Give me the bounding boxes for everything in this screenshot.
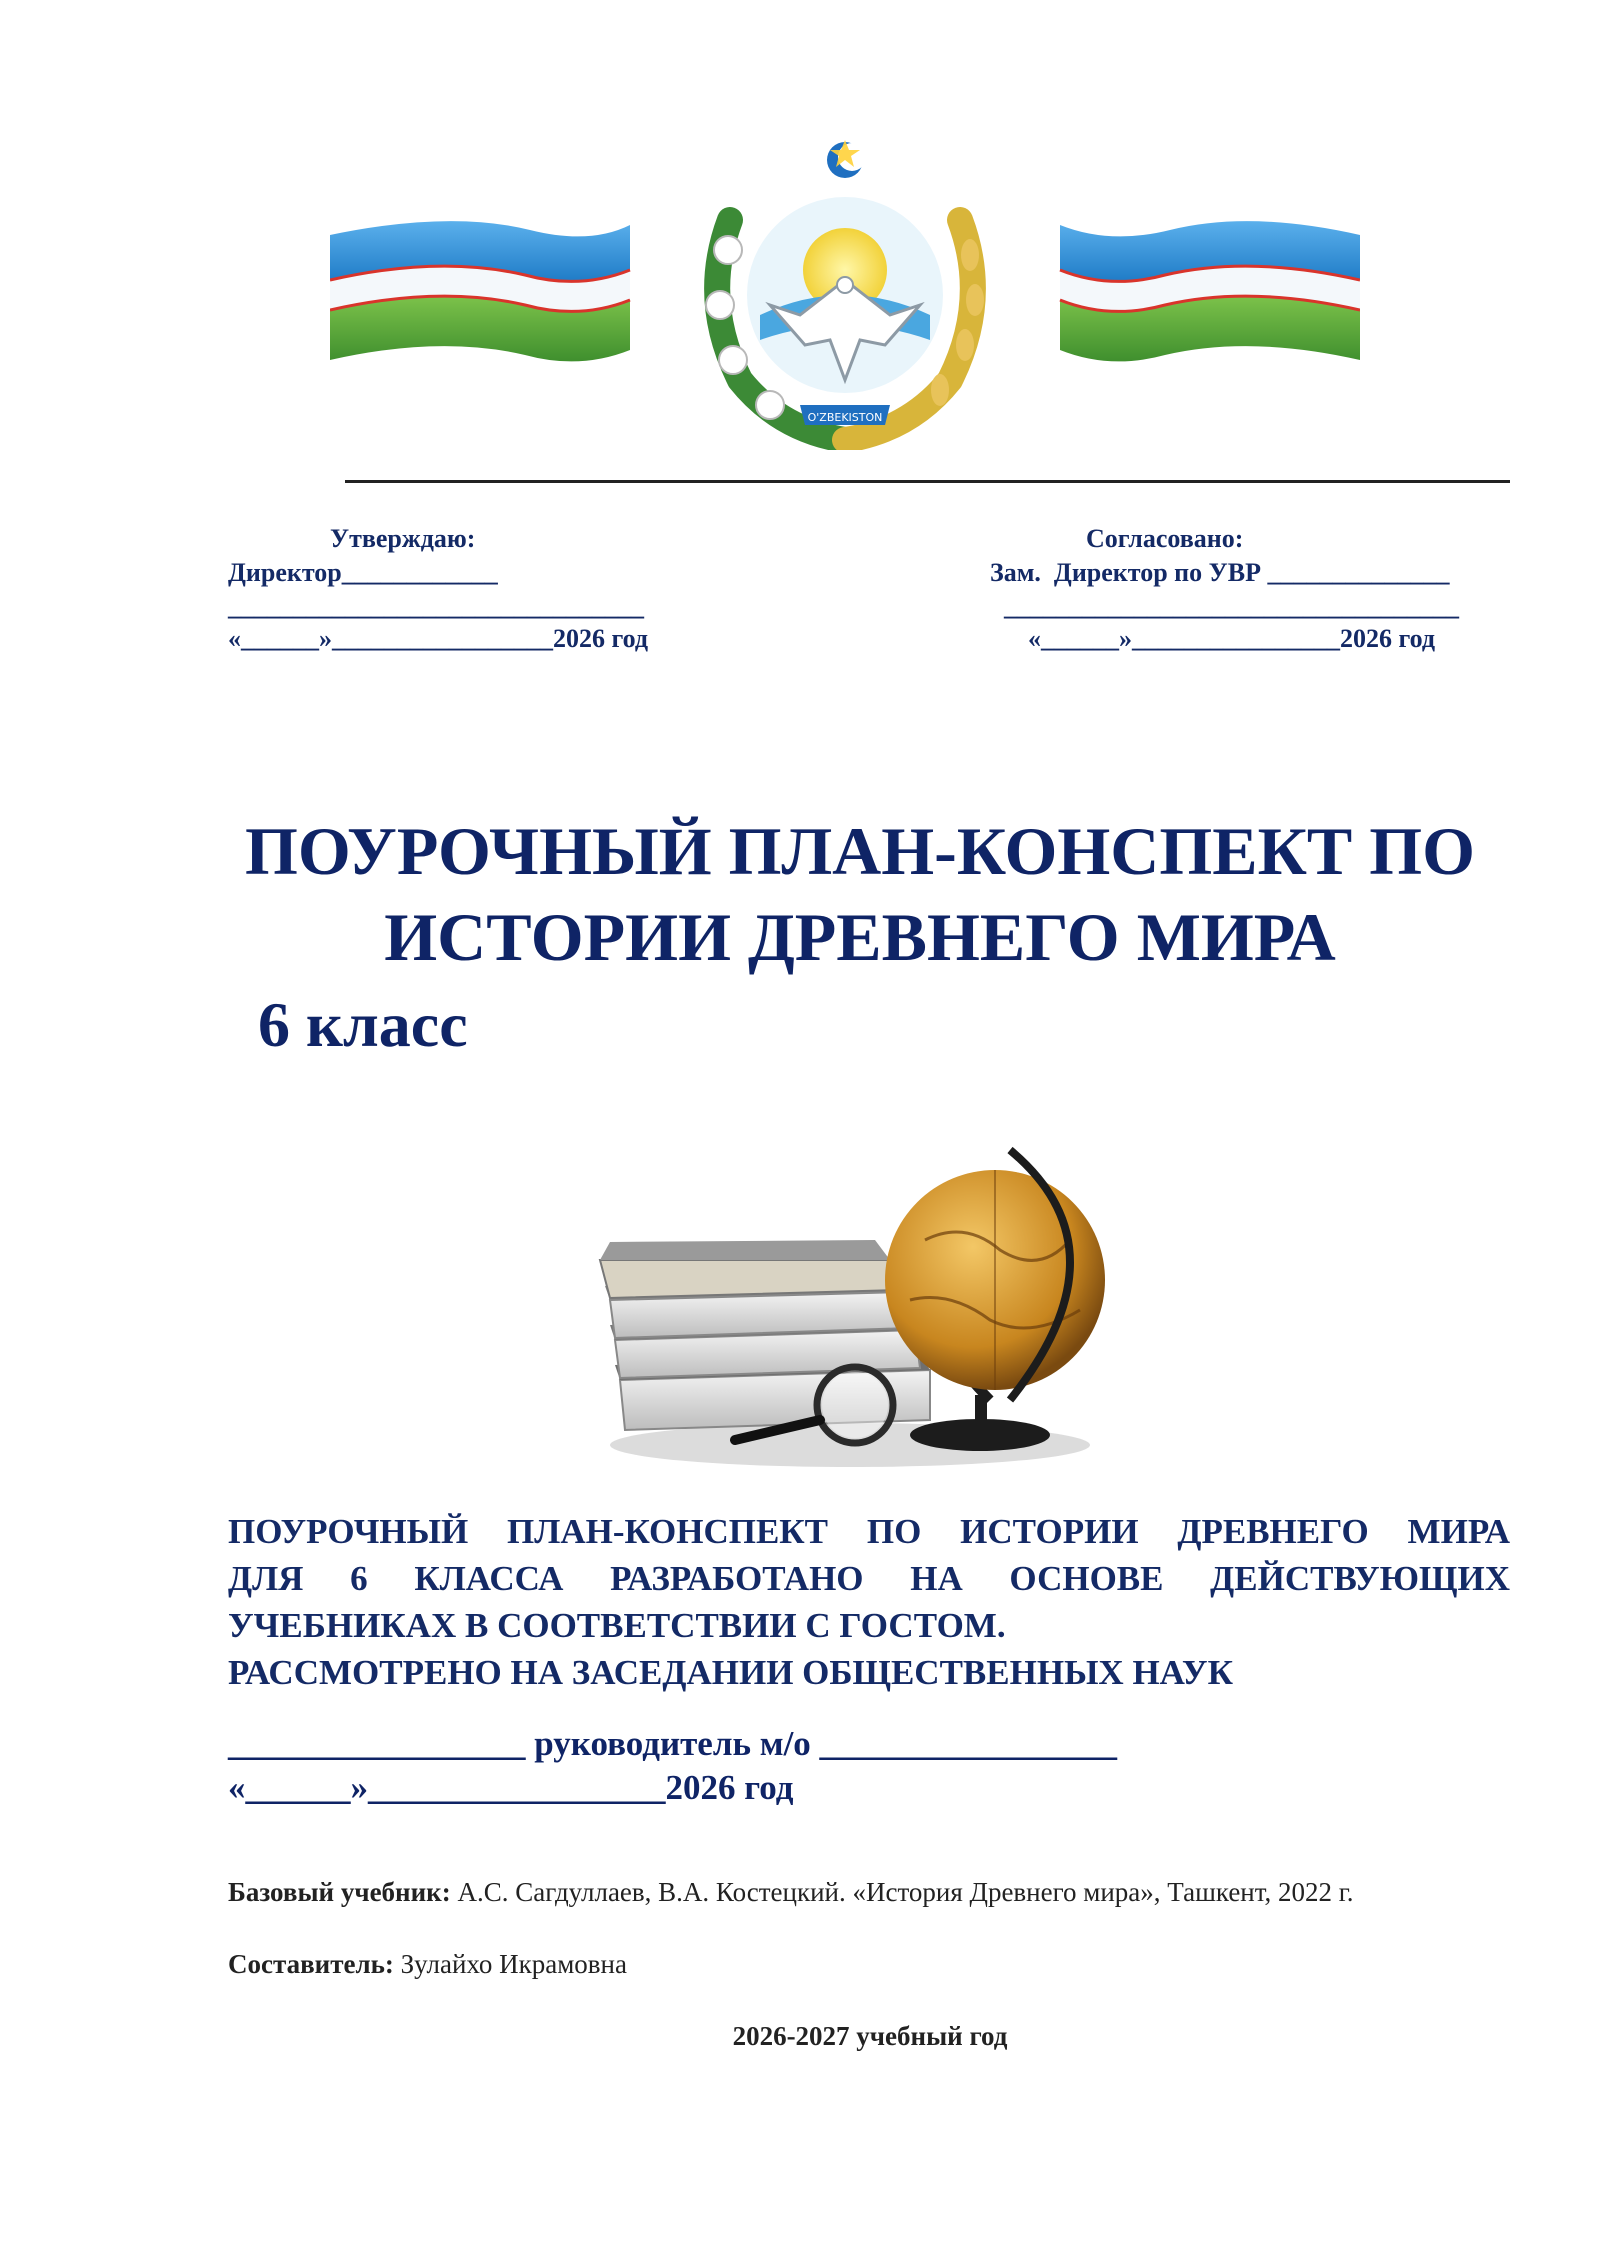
review-head-line: _________________ руководитель м/о _________________ bbox=[228, 1724, 1118, 1763]
books-globe-icon bbox=[570, 1100, 1130, 1480]
review-date-line: «______»_________________2026 год bbox=[228, 1768, 794, 1807]
emblem-ribbon-text: O'ZBEKISTON bbox=[807, 411, 883, 424]
school-year: 2026-2027 учебный год bbox=[732, 2021, 1008, 2051]
textbook-value: А.С. Сагдуллаев, В.А. Костецкий. «История Древнего мира», Ташкент, 2022 г. bbox=[450, 1877, 1354, 1907]
textbook-line bbox=[228, 1874, 1354, 1910]
agreed-title: Согласовано: bbox=[1086, 524, 1244, 553]
agreed-signature-line: ___________________________________ bbox=[1004, 592, 1459, 621]
approve-title: Утверждаю: bbox=[330, 524, 476, 553]
header-divider bbox=[345, 480, 1510, 483]
description-line-3: УЧЕБНИКАХ В СООТВЕТСТВИИ С ГОСТОМ. bbox=[228, 1606, 1006, 1645]
description-line-4: РАССМОТРЕНО НА ЗАСЕДАНИИ ОБЩЕСТВЕННЫХ НАУК bbox=[228, 1653, 1233, 1692]
description-line-1: ПОУРОЧНЫЙ ПЛАН-КОНСПЕКТ ПО ИСТОРИИ ДРЕВНЕГО МИРА bbox=[228, 1512, 1510, 1551]
grade-label: 6 класс bbox=[258, 989, 468, 1060]
author-line bbox=[228, 1946, 627, 1982]
author-name: Зулайхо Икрамовна bbox=[393, 1949, 627, 1979]
title-line-2: ИСТОРИИ ДРЕВНЕГО МИРА bbox=[384, 899, 1336, 975]
agreed-position: Зам. Директор по УВР ______________ bbox=[990, 558, 1450, 587]
approve-signature-line: ________________________________ bbox=[228, 592, 644, 621]
author-label: Составитель: bbox=[228, 1949, 394, 1979]
approve-date-line: «______»_________________2026 год bbox=[228, 624, 649, 653]
agreed-date-line: «______»________________2026 год bbox=[1028, 624, 1436, 653]
description-line-2: ДЛЯ 6 КЛАССА РАЗРАБОТАНО НА ОСНОВЕ ДЕЙСТВУЮЩИХ bbox=[228, 1559, 1510, 1598]
state-emblem-icon bbox=[330, 140, 1360, 450]
title-line-1: ПОУРОЧНЫЙ ПЛАН-КОНСПЕКТ ПО bbox=[244, 813, 1476, 889]
textbook-label: Базовый учебник: bbox=[228, 1877, 451, 1907]
approve-position: Директор____________ bbox=[228, 558, 498, 587]
